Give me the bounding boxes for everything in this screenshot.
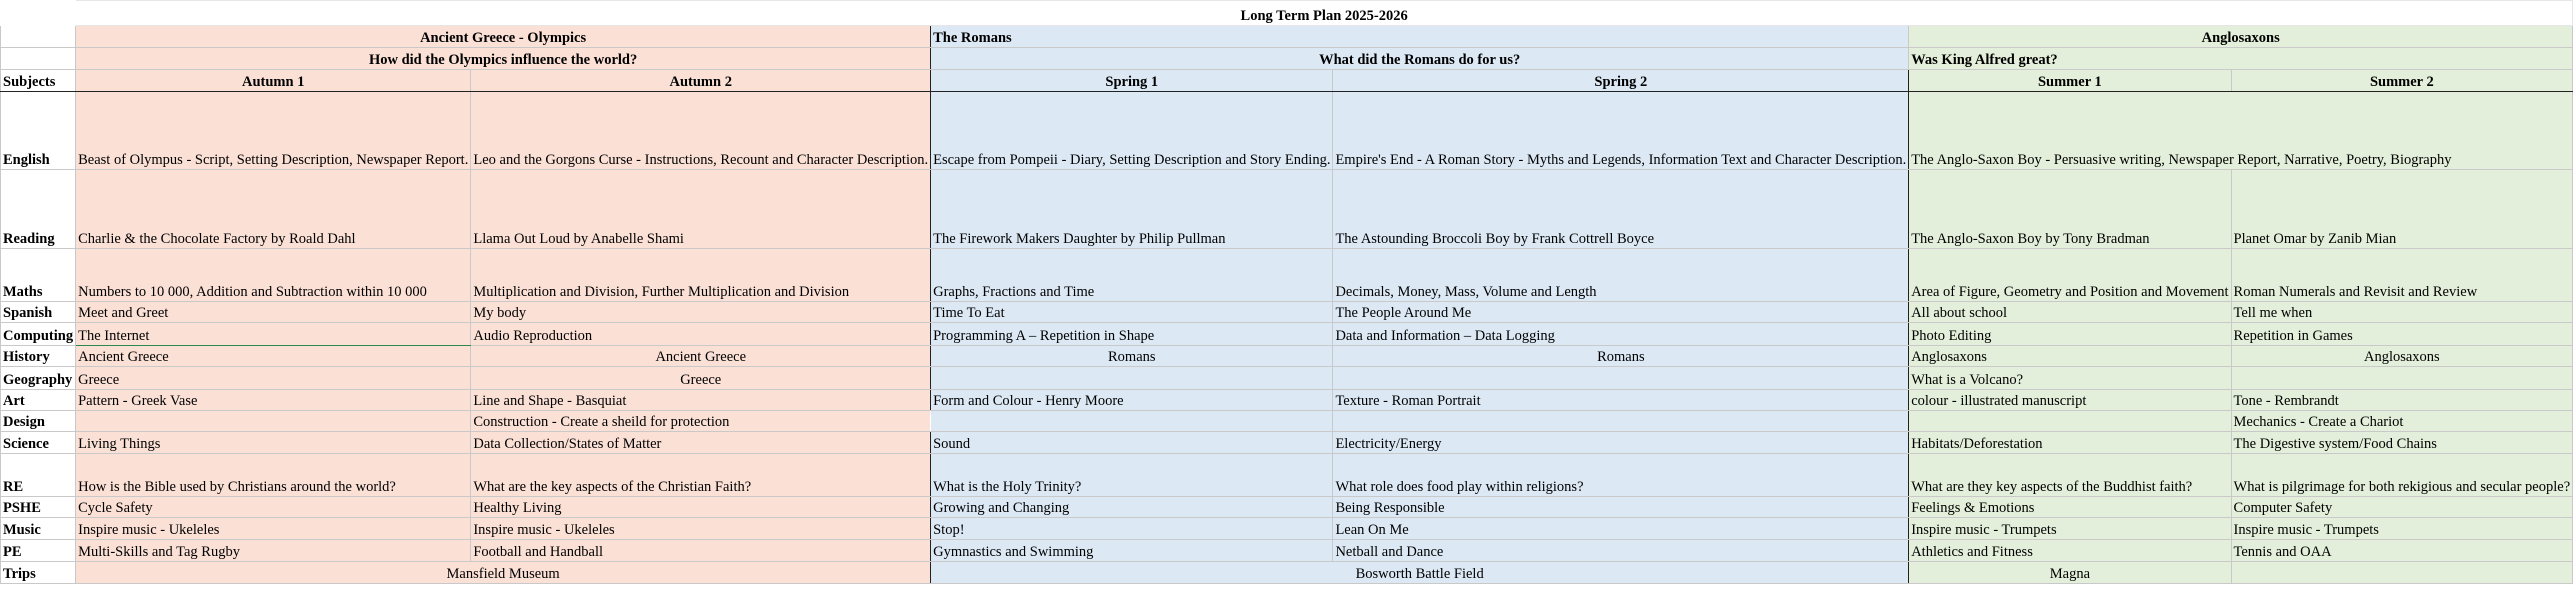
subject-re[interactable]: RE [1,454,76,497]
reading-summer-2[interactable]: Planet Omar by Zanib Mian [2231,170,2573,249]
reading-summer-1[interactable]: The Anglo-Saxon Boy by Tony Bradman [1909,170,2231,249]
computing-summer-1[interactable]: Photo Editing [1909,323,2231,346]
computing-spring-1[interactable]: Programming A – Repetition in Shape [931,323,1333,346]
history-summer-1[interactable]: Anglosaxons [1909,346,2231,367]
term-summer-2[interactable]: Summer 2 [2231,70,2573,92]
trips-summer-1[interactable]: Magna [1909,562,2231,584]
pe-spring-1[interactable]: Gymnastics and Swimming [931,540,1333,562]
pe-autumn-2[interactable]: Football and Handball [471,540,931,562]
spanish-summer-1[interactable]: All about school [1909,302,2231,323]
geography-autumn-2[interactable]: Greece [471,367,931,390]
subject-music[interactable]: Music [1,518,76,540]
pshe-autumn-2[interactable]: Healthy Living [471,497,931,518]
question-summer[interactable]: Was King Alfred great? [1909,48,2573,70]
subject-pshe[interactable]: PSHE [1,497,76,518]
science-summer-2[interactable]: The Digestive system/Food Chains [2231,432,2573,454]
empty-cell [1,48,76,70]
pshe-spring-2[interactable]: Being Responsible [1333,497,1909,518]
subject-geography[interactable]: Geography [1,367,76,390]
maths-autumn-2[interactable]: Multiplication and Division, Further Multiplication and Division [471,249,931,302]
english-summer[interactable]: The Anglo-Saxon Boy - Persuasive writing, Newspaper Report, Narrative, Poetry, Biography [1909,92,2573,170]
pe-spring-2[interactable]: Netball and Dance [1333,540,1909,562]
computing-spring-2[interactable]: Data and Information – Data Logging [1333,323,1909,346]
reading-spring-1[interactable]: The Firework Makers Daughter by Philip Pullman [931,170,1333,249]
re-spring-2[interactable]: What role does food play within religions? [1333,454,1909,497]
maths-autumn-1[interactable]: Numbers to 10 000, Addition and Subtraction within 10 000 [76,249,471,302]
english-autumn-1[interactable]: Beast of Olympus - Script, Setting Description, Newspaper Report. [76,92,471,170]
design-autumn-2[interactable]: Construction - Create a sheild for protection [471,411,931,432]
science-spring-1[interactable]: Sound [931,432,1333,454]
pshe-summer-2[interactable]: Computer Safety [2231,497,2573,518]
history-spring-1[interactable]: Romans [931,346,1333,367]
spanish-summer-2[interactable]: Tell me when [2231,302,2573,323]
subject-reading[interactable]: Reading [1,170,76,249]
page-title: Long Term Plan 2025-2026 [76,1,2573,26]
science-summer-1[interactable]: Habitats/Deforestation [1909,432,2231,454]
computing-summer-2[interactable]: Repetition in Games [2231,323,2573,346]
question-autumn[interactable]: How did the Olympics influence the world? [76,48,931,70]
subject-maths[interactable]: Maths [1,249,76,302]
topic-autumn[interactable]: Ancient Greece - Olympics [76,26,931,48]
design-spring-1[interactable] [931,411,1333,432]
re-autumn-2[interactable]: What are the key aspects of the Christian Faith? [471,454,931,497]
pe-summer-2[interactable]: Tennis and OAA [2231,540,2573,562]
geography-spring-1[interactable] [931,367,1333,390]
spanish-autumn-2[interactable]: My body [471,302,931,323]
design-summer-1[interactable] [1909,411,2231,432]
art-summer-1[interactable]: colour - illustrated manuscript [1909,390,2231,411]
subject-art[interactable]: Art [1,390,76,411]
science-spring-2[interactable]: Electricity/Energy [1333,432,1909,454]
subject-computing[interactable]: Computing [1,323,76,346]
design-summer-2[interactable]: Mechanics - Create a Chariot [2231,411,2573,432]
reading-autumn-1[interactable]: Charlie & the Chocolate Factory by Roald Dahl [76,170,471,249]
geography-autumn-1[interactable]: Greece [76,367,471,390]
computing-autumn-2[interactable]: Audio Reproduction [471,323,931,346]
subject-history[interactable]: History [1,346,76,367]
question-spring[interactable]: What did the Romans do for us? [931,48,1909,70]
trips-autumn[interactable]: Mansfield Museum [76,562,931,584]
subject-pe[interactable]: PE [1,540,76,562]
music-spring-2[interactable]: Lean On Me [1333,518,1909,540]
design-autumn-1[interactable] [76,411,471,432]
music-autumn-2[interactable]: Inspire music - Ukeleles [471,518,931,540]
geography-spring-2[interactable] [1333,367,1909,390]
pshe-spring-1[interactable]: Growing and Changing [931,497,1333,518]
music-autumn-1[interactable]: Inspire music - Ukeleles [76,518,471,540]
re-autumn-1[interactable]: How is the Bible used by Christians around the world? [76,454,471,497]
science-autumn-1[interactable]: Living Things [76,432,471,454]
music-summer-1[interactable]: Inspire music - Trumpets [1909,518,2231,540]
corner-cell [1,1,76,26]
spanish-spring-2[interactable]: The People Around Me [1333,302,1909,323]
english-spring-2[interactable]: Empire's End - A Roman Story - Myths and Legends, Information Text and Character Description. [1333,92,1909,170]
empty-cell [1,26,76,48]
pshe-autumn-1[interactable]: Cycle Safety [76,497,471,518]
art-spring-1[interactable]: Form and Colour - Henry Moore [931,390,1333,411]
maths-spring-1[interactable]: Graphs, Fractions and Time [931,249,1333,302]
subject-trips[interactable]: Trips [1,562,76,584]
trips-spring[interactable]: Bosworth Battle Field [931,562,1909,584]
pe-autumn-1[interactable]: Multi-Skills and Tag Rugby [76,540,471,562]
english-autumn-2[interactable]: Leo and the Gorgons Curse - Instructions, Recount and Character Description. [471,92,931,170]
topic-spring[interactable]: The Romans [931,26,1909,48]
subject-spanish[interactable]: Spanish [1,302,76,323]
reading-autumn-2[interactable]: Llama Out Loud by Anabelle Shami [471,170,931,249]
term-autumn-2[interactable]: Autumn 2 [471,70,931,92]
spanish-spring-1[interactable]: Time To Eat [931,302,1333,323]
science-autumn-2[interactable]: Data Collection/States of Matter [471,432,931,454]
pe-summer-1[interactable]: Athletics and Fitness [1909,540,2231,562]
term-spring-1[interactable]: Spring 1 [931,70,1333,92]
term-summer-1[interactable]: Summer 1 [1909,70,2231,92]
history-autumn-1[interactable]: Ancient Greece [76,346,471,367]
design-spring-2[interactable] [1333,411,1909,432]
reading-spring-2[interactable]: The Astounding Broccoli Boy by Frank Cottrell Boyce [1333,170,1909,249]
maths-summer-2[interactable]: Roman Numerals and Revisit and Review [2231,249,2573,302]
history-summer-2[interactable]: Anglosaxons [2231,346,2573,367]
spanish-autumn-1[interactable]: Meet and Greet [76,302,471,323]
history-autumn-2[interactable]: Ancient Greece [471,346,931,367]
re-spring-1[interactable]: What is the Holy Trinity? [931,454,1333,497]
term-autumn-1[interactable]: Autumn 1 [76,70,471,92]
art-autumn-1[interactable]: Pattern - Greek Vase [76,390,471,411]
art-summer-2[interactable]: Tone - Rembrandt [2231,390,2573,411]
re-summer-1[interactable]: What are they key aspects of the Buddhist faith? [1909,454,2231,497]
art-autumn-2[interactable]: Line and Shape - Basquiat [471,390,931,411]
music-spring-1[interactable]: Stop! [931,518,1333,540]
trips-summer-2[interactable] [2231,562,2573,584]
english-spring-1[interactable]: Escape from Pompeii - Diary, Setting Description and Story Ending. [931,92,1333,170]
music-summer-2[interactable]: Inspire music - Trumpets [2231,518,2573,540]
geography-summer-1[interactable]: What is a Volcano? [1909,367,2231,390]
geography-summer-2[interactable] [2231,367,2573,390]
subjects-header[interactable]: Subjects [1,70,76,92]
history-spring-2[interactable]: Romans [1333,346,1909,367]
term-spring-2[interactable]: Spring 2 [1333,70,1909,92]
subject-english[interactable]: English [1,92,76,170]
maths-summer-1[interactable]: Area of Figure, Geometry and Position and Movement [1909,249,2231,302]
pshe-summer-1[interactable]: Feelings & Emotions [1909,497,2231,518]
art-spring-2[interactable]: Texture - Roman Portrait [1333,390,1909,411]
subject-science[interactable]: Science [1,432,76,454]
computing-autumn-1[interactable]: The Internet [76,323,471,346]
topic-summer[interactable]: Anglosaxons [1909,26,2573,48]
subject-design[interactable]: Design [1,411,76,432]
re-summer-2[interactable]: What is pilgrimage for both rekigious and secular people? [2231,454,2573,497]
maths-spring-2[interactable]: Decimals, Money, Mass, Volume and Length [1333,249,1909,302]
